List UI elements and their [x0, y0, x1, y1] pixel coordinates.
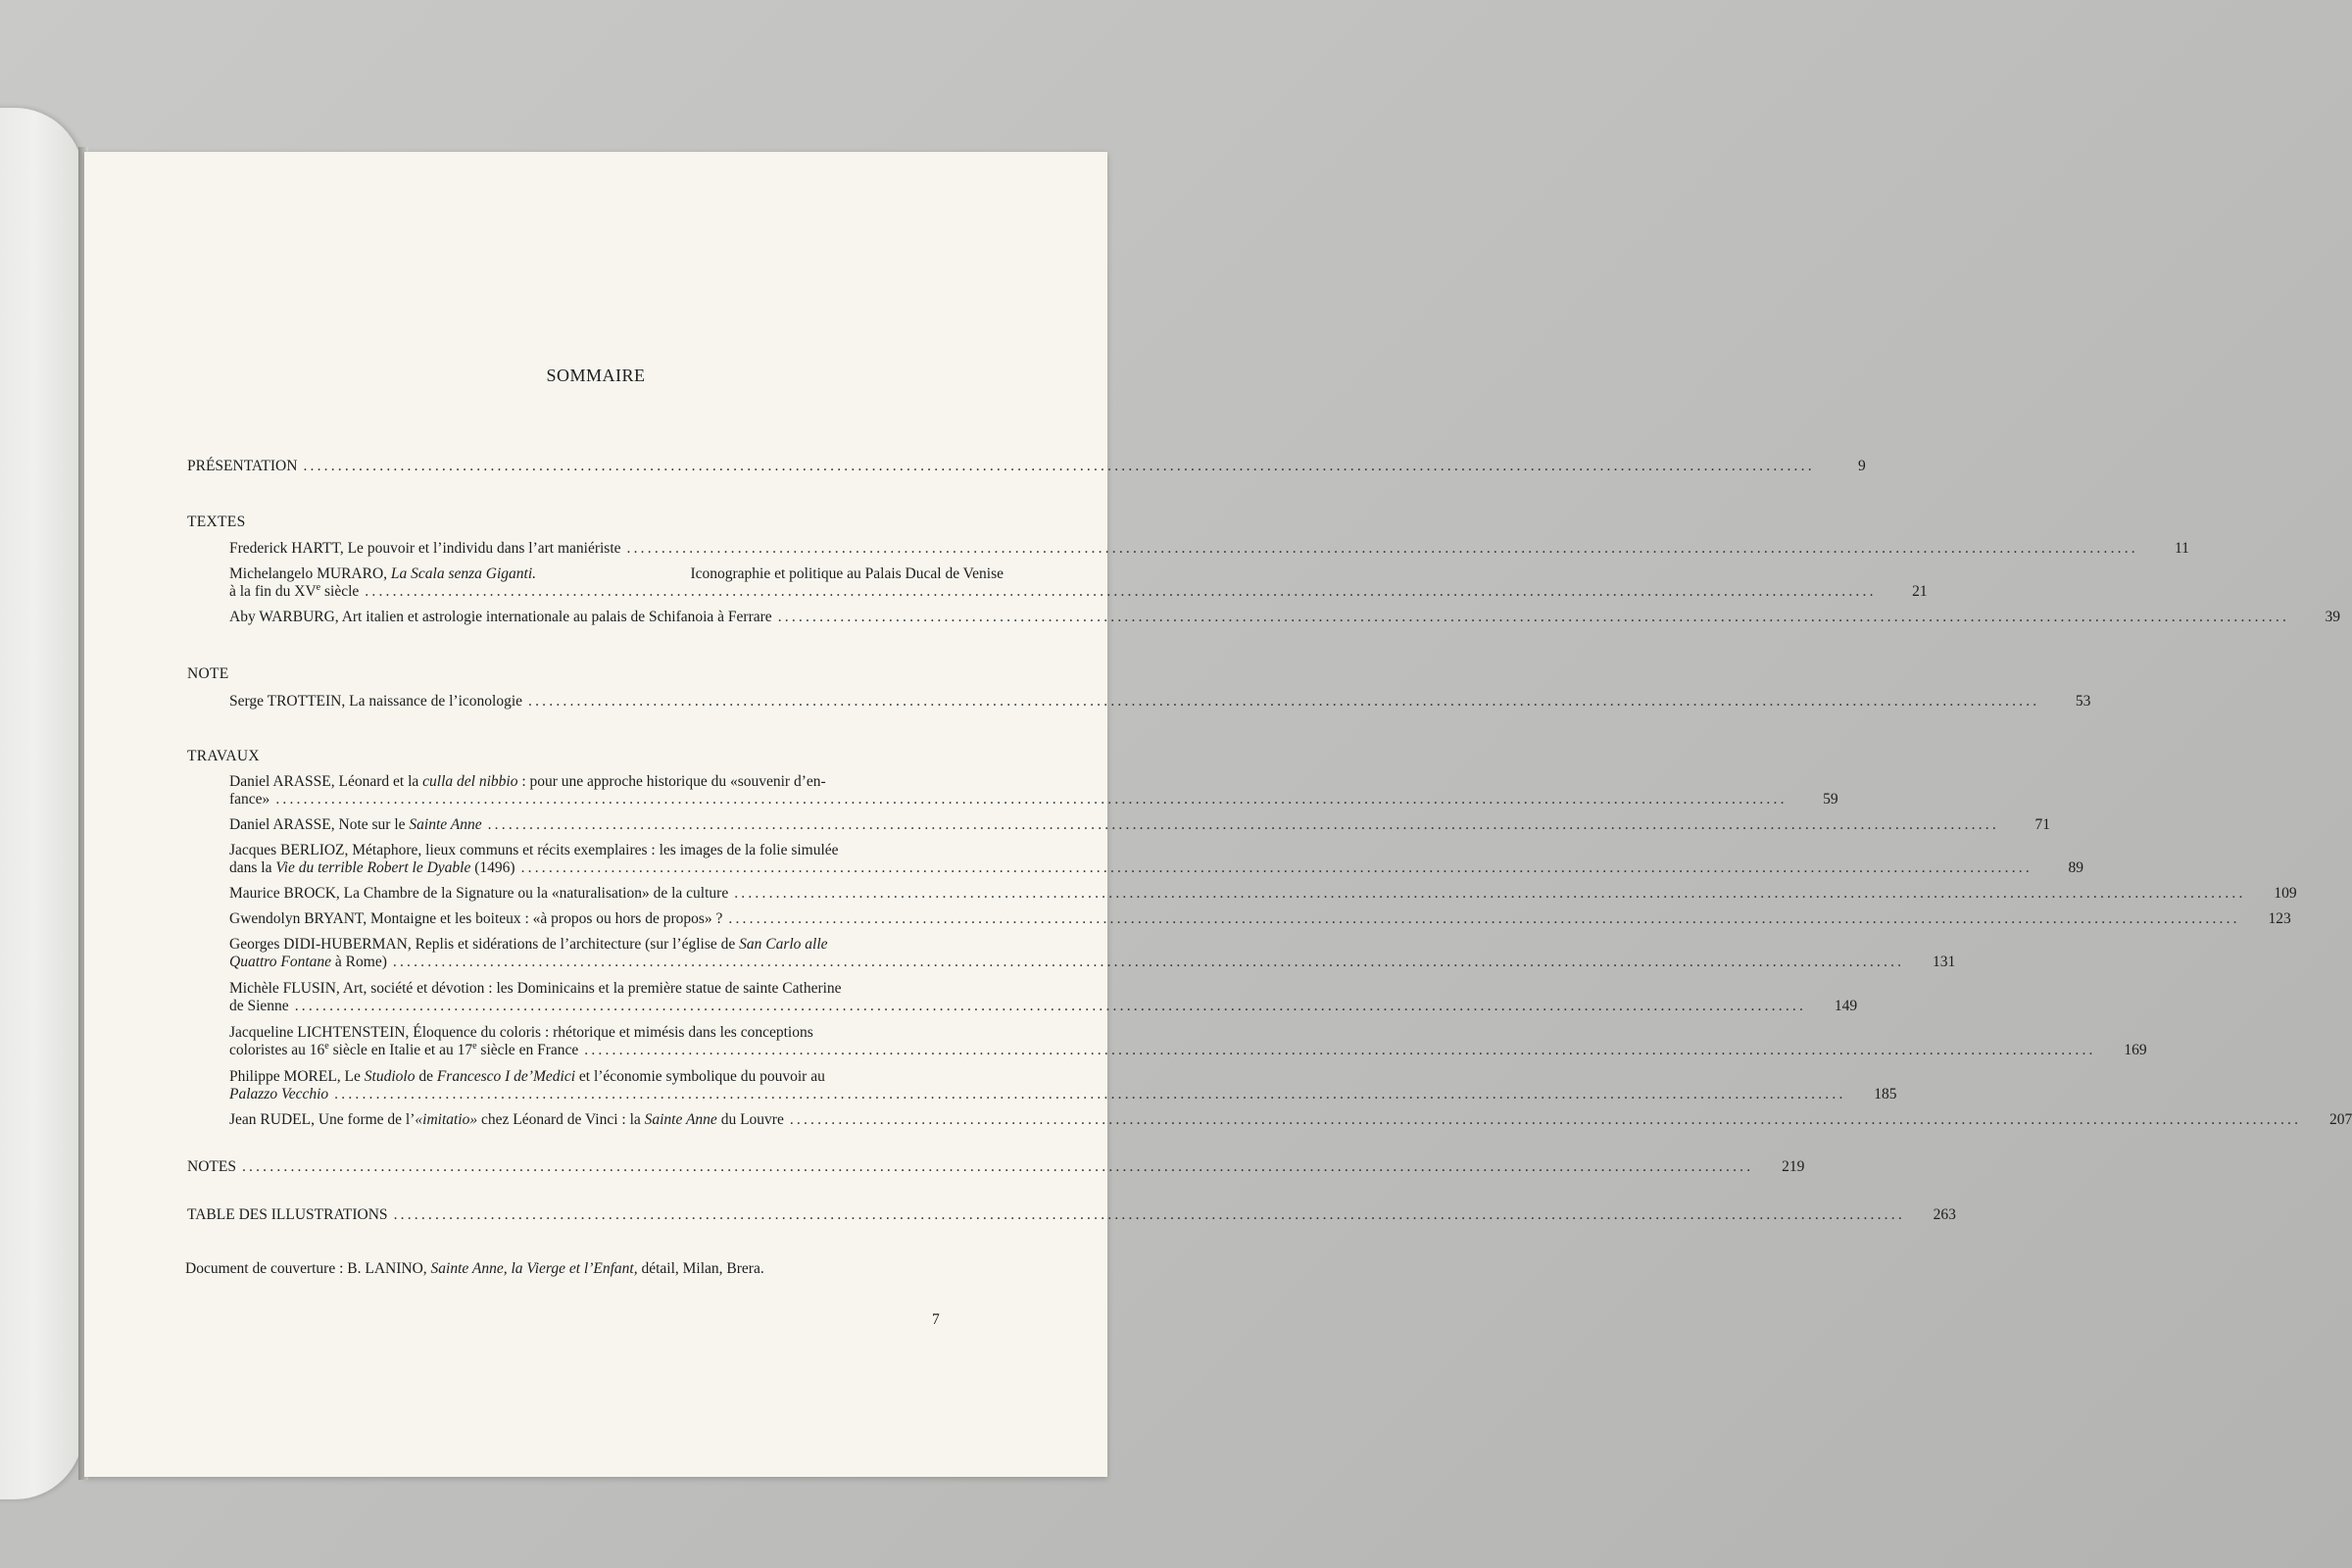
dot-leader: ..........................................................................................................................................................................................................................: [734, 885, 2246, 902]
page-number: 39: [2325, 609, 2341, 625]
entry-label: PRÉSENTATION: [187, 458, 298, 474]
entry-label: Serge TROTTEIN, La naissance de l’iconologie: [229, 693, 523, 710]
toc-entry-trottein: [229, 693, 2091, 710]
toc-entry-hartt: [229, 540, 2189, 558]
dot-leader: ..........................................................................................................................................................................................................................: [275, 791, 1788, 808]
toc-entry-muraro: [229, 582, 1928, 601]
entry-label: Frederick HARTT, Le pouvoir et l’individu dans l’art maniériste: [229, 540, 621, 557]
entry-label: Michèle FLUSIN, Art, société et dévotion : les Dominicains et la première statue de sainte Catherine: [229, 980, 842, 997]
dot-leader: ..........................................................................................................................................................................................................................: [334, 1086, 1846, 1102]
entry-label: Gwendolyn BRYANT, Montaigne et les boiteux : «à propos ou hors de propos» ?: [229, 910, 723, 927]
entry-label: Daniel ARASSE, Léonard et la culla del nibbio : pour une approche historique du «souvenir d’en-: [229, 773, 826, 790]
toc-entry-lichtenstein: [229, 1041, 2147, 1059]
entry-label-line2: dans la Vie du terrible Robert le Dyable (1496): [229, 859, 515, 876]
entry-label-line2: de Sienne: [229, 998, 289, 1014]
toc-entry-bryant: [229, 910, 2291, 928]
toc-entry-arasse1: [229, 791, 1838, 808]
page-number: 71: [2034, 816, 2050, 833]
toc-entry-flusin: [229, 998, 1858, 1015]
toc-entry-muraro-line1: [229, 565, 1004, 583]
dot-leader: ..........................................................................................................................................................................................................................: [728, 910, 2240, 927]
toc-entry-brock: [229, 885, 2297, 903]
toc-entry-warburg: [229, 609, 2341, 626]
dot-leader: ..........................................................................................................................................................................................................................: [294, 998, 1807, 1014]
dot-leader: ..........................................................................................................................................................................................................................: [520, 859, 2033, 876]
entry-label: TABLE DES ILLUSTRATIONS: [187, 1206, 388, 1223]
page-number: 263: [1933, 1206, 1956, 1223]
entry-label: Maurice BROCK, La Chambre de la Signature ou la «naturalisation» de la culture: [229, 885, 729, 902]
section-heading-textes: TEXTES: [187, 514, 246, 530]
page-number: 219: [1782, 1158, 1805, 1175]
toc-entry-rudel: [229, 1111, 2352, 1129]
book-page: [84, 152, 2352, 1477]
toc-entry-morel: [229, 1086, 1897, 1103]
dot-leader: ..........................................................................................................................................................................................................................: [584, 1042, 2096, 1058]
toc-entry-arasse2: [229, 816, 2050, 834]
entry-label: Jean RUDEL, Une forme de l’«imitatio» chez Léonard de Vinci : la Sainte Anne du Louvre: [229, 1111, 784, 1128]
page-number: 185: [1874, 1086, 1897, 1102]
page-number: 53: [2075, 693, 2091, 710]
toc-entry-berlioz-line1: [229, 842, 1004, 859]
entry-label: Aby WARBURG, Art italien et astrologie internationale au palais de Schifanoia à Ferrare: [229, 609, 772, 625]
dot-leader: ..........................................................................................................................................................................................................................: [392, 954, 1905, 970]
entry-label-line2: Palazzo Vecchio: [229, 1086, 329, 1102]
dot-leader: ..........................................................................................................................................................................................................................: [626, 540, 2138, 557]
entry-label: NOTES: [187, 1158, 236, 1175]
toc-entry-didi: [229, 954, 1956, 971]
dot-leader: ..........................................................................................................................................................................................................................: [487, 816, 1999, 833]
entry-label: [229, 565, 536, 583]
page-number: 131: [1932, 954, 1956, 970]
page-number: 11: [2174, 540, 2189, 557]
entry-label-rest: Iconographie et politique au Palais Ducal de Venise: [690, 565, 1004, 582]
author: Michelangelo MURARO,: [229, 565, 388, 582]
entry-label: Jacques BERLIOZ, Métaphore, lieux communs et récits exemplaires : les images de la folie simulée: [229, 842, 839, 858]
folio-page-number: 7: [932, 1311, 940, 1328]
dot-leader: ..........................................................................................................................................................................................................................: [528, 693, 2040, 710]
page-number: 9: [1858, 458, 1866, 474]
page-number: 59: [1823, 791, 1838, 808]
entry-label: Philippe MOREL, Le Studiolo de Francesco I de’Medici et l’économie symbolique du pouvoir au: [229, 1068, 825, 1085]
entry-label: Georges DIDI-HUBERMAN, Replis et sidérations de l’architecture (sur l’église de San Carlo alle: [229, 936, 828, 953]
page-title: SOMMAIRE: [546, 366, 646, 385]
dot-leader: ..........................................................................................................................................................................................................................: [393, 1206, 1905, 1223]
page-number: 207: [2328, 1111, 2352, 1128]
section-heading-note: NOTE: [187, 665, 229, 682]
entry-label: Jacqueline LICHTENSTEIN, Éloquence du coloris : rhétorique et mimésis dans les conceptions: [229, 1024, 813, 1041]
page-number: 109: [2274, 885, 2297, 902]
toc-entry-illustrations: [187, 1206, 1956, 1224]
toc-entry-notes: [187, 1158, 1805, 1176]
toc-entry-arasse1-line1: [229, 773, 1004, 791]
toc-entry-flusin-line1: [229, 980, 1004, 998]
toc-entry-berlioz: [229, 859, 2083, 877]
page-number: 123: [2268, 910, 2291, 927]
page-number: 89: [2068, 859, 2083, 876]
dot-leader: ..........................................................................................................................................................................................................................: [303, 458, 1815, 474]
dot-leader: ..........................................................................................................................................................................................................................: [365, 583, 1877, 600]
entry-label-line2: Quattro Fontane à Rome): [229, 954, 387, 970]
work-title: La Scala senza Giganti.: [390, 565, 537, 582]
cover-credit: Document de couverture : B. LANINO, Sainte Anne, la Vierge et l’Enfant, détail, Milan, Brera.: [185, 1260, 764, 1277]
dot-leader: ..........................................................................................................................................................................................................................: [777, 609, 2290, 625]
page-number: 169: [2124, 1042, 2147, 1058]
toc-entry-lichtenstein-line1: [229, 1024, 1004, 1042]
dot-leader: ..........................................................................................................................................................................................................................: [789, 1111, 2302, 1128]
toc-entry-morel-line1: [229, 1068, 1004, 1086]
toc-entry-didi-line1: [229, 936, 1004, 954]
entry-label: Daniel ARASSE, Note sur le Sainte Anne: [229, 816, 482, 833]
dot-leader: ..........................................................................................................................................................................................................................: [241, 1158, 1754, 1175]
facing-page: [0, 108, 83, 1499]
entry-label-line2: à la fin du XVe siècle: [229, 582, 360, 600]
entry-label-line2: coloristes au 16e siècle en Italie et au 17e siècle en France: [229, 1041, 579, 1058]
page-number: 149: [1834, 998, 1858, 1014]
section-heading-travaux: TRAVAUX: [187, 748, 260, 764]
entry-label-line2: fance»: [229, 791, 270, 808]
page-number: 21: [1912, 583, 1928, 600]
toc-entry-presentation: [187, 458, 1866, 475]
